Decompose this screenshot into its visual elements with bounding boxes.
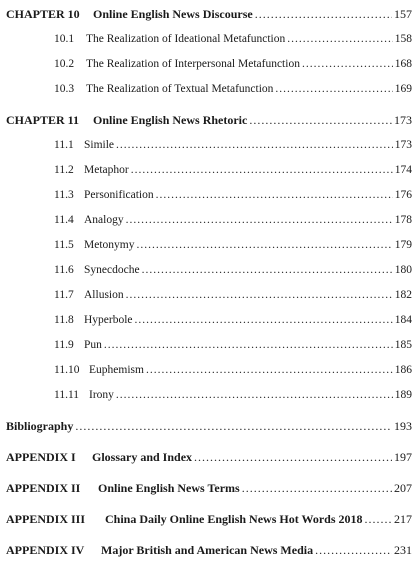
toc-entry[interactable] [6, 112, 412, 128]
entry-page: 168 [394, 58, 412, 70]
dot-leader [136, 237, 392, 253]
toc-entry[interactable] [54, 262, 412, 278]
entry-number: 11.9 [54, 339, 74, 351]
entry-title: Bibliography [6, 419, 74, 433]
entry-page: 189 [394, 389, 412, 401]
toc-entry[interactable] [54, 287, 412, 303]
entry-number: APPENDIX I [6, 450, 76, 464]
entry-page: 197 [394, 450, 412, 464]
dot-leader [146, 362, 393, 378]
entry-page: 157 [394, 7, 412, 21]
dot-leader [131, 162, 393, 178]
toc-entry[interactable] [6, 449, 412, 465]
entry-number: 11.7 [54, 289, 74, 301]
toc-entry[interactable] [54, 31, 412, 47]
entry-number: 11.1 [54, 139, 74, 151]
entry-title: The Realization of Ideational Metafunction [86, 33, 286, 45]
toc-entry[interactable] [54, 137, 412, 153]
entry-title: Personification [84, 189, 154, 201]
dot-leader [104, 337, 393, 353]
dot-leader [135, 312, 393, 328]
entry-number: 10.1 [54, 33, 75, 45]
entry-page: 193 [394, 419, 412, 433]
entry-title: Irony [89, 389, 114, 401]
entry-number: APPENDIX III [6, 512, 86, 526]
entry-number: CHAPTER 10 [6, 7, 80, 21]
dot-leader [365, 511, 393, 527]
entry-page: 207 [394, 481, 412, 495]
dot-leader [255, 6, 392, 22]
toc-entry[interactable] [54, 337, 412, 353]
dot-leader [116, 137, 393, 153]
entry-page: 186 [394, 364, 412, 376]
dot-leader [242, 480, 392, 496]
entry-page: 217 [394, 512, 412, 526]
entry-page: 173 [394, 113, 412, 127]
entry-page: 182 [394, 289, 412, 301]
toc-entry[interactable] [6, 418, 412, 434]
toc-entry[interactable] [6, 542, 412, 558]
entry-title: Hyperbole [84, 314, 133, 326]
entry-page: 158 [394, 33, 412, 45]
entry-number: 11.11 [54, 389, 80, 401]
dot-leader [275, 81, 392, 97]
entry-title: The Realization of Textual Metafunction [86, 83, 274, 95]
entry-page: 179 [394, 239, 412, 251]
entry-page: 176 [394, 189, 412, 201]
entry-title: Online English News Terms [98, 481, 240, 495]
entry-title: China Daily Online English News Hot Words 2018 [105, 512, 363, 526]
entry-number: 11.3 [54, 189, 74, 201]
toc-entry[interactable] [54, 387, 412, 403]
entry-number: APPENDIX II [6, 481, 81, 495]
entry-number: 10.3 [54, 83, 75, 95]
dot-leader [75, 418, 392, 434]
dot-leader [116, 387, 393, 403]
entry-page: 174 [394, 164, 412, 176]
dot-leader [126, 287, 393, 303]
entry-title: Metaphor [84, 164, 129, 176]
entry-title: Pun [84, 339, 102, 351]
entry-number: APPENDIX IV [6, 543, 85, 557]
entry-number: 11.2 [54, 164, 74, 176]
dot-leader [126, 212, 393, 228]
entry-number: 10.2 [54, 58, 75, 70]
entry-page: 173 [394, 139, 412, 151]
entry-page: 185 [394, 339, 412, 351]
entry-title: Synecdoche [84, 264, 140, 276]
toc-entry[interactable] [54, 81, 412, 97]
entry-number: 11.4 [54, 214, 74, 226]
entry-title: Simile [84, 139, 115, 151]
toc-entry[interactable] [54, 187, 412, 203]
entry-title: Online English News Discourse [93, 7, 253, 21]
entry-page: 178 [394, 214, 412, 226]
dot-leader [287, 31, 392, 47]
entry-number: 11.10 [54, 364, 80, 376]
toc-entry[interactable] [54, 56, 412, 72]
dot-leader [156, 187, 393, 203]
entry-number: CHAPTER 11 [6, 113, 80, 127]
dot-leader [249, 112, 392, 128]
toc-entry[interactable] [6, 511, 412, 527]
toc-entry[interactable] [54, 362, 412, 378]
entry-title: Allusion [84, 289, 124, 301]
toc-entry[interactable] [54, 312, 412, 328]
entry-page: 231 [394, 543, 412, 557]
toc-entry[interactable] [54, 212, 412, 228]
entry-page: 180 [394, 264, 412, 276]
entry-title: The Realization of Interpersonal Metafunction [86, 58, 300, 70]
entry-page: 184 [394, 314, 412, 326]
dot-leader [315, 542, 392, 558]
entry-number: 11.8 [54, 314, 74, 326]
entry-title: Euphemism [89, 364, 144, 376]
entry-title: Metonymy [84, 239, 135, 251]
entry-title: Major British and American News Media [101, 543, 314, 557]
entry-title: Glossary and Index [92, 450, 193, 464]
dot-leader [302, 56, 393, 72]
dot-leader [194, 449, 392, 465]
entry-title: Online English News Rhetoric [93, 113, 248, 127]
toc-entry[interactable] [54, 162, 412, 178]
entry-title: Analogy [84, 214, 124, 226]
toc-entry[interactable] [6, 480, 412, 496]
entry-page: 169 [394, 83, 412, 95]
entry-number: 11.6 [54, 264, 74, 276]
dot-leader [142, 262, 393, 278]
toc-entry[interactable] [54, 237, 412, 253]
toc-entry[interactable] [6, 6, 412, 22]
entry-number: 11.5 [54, 239, 74, 251]
